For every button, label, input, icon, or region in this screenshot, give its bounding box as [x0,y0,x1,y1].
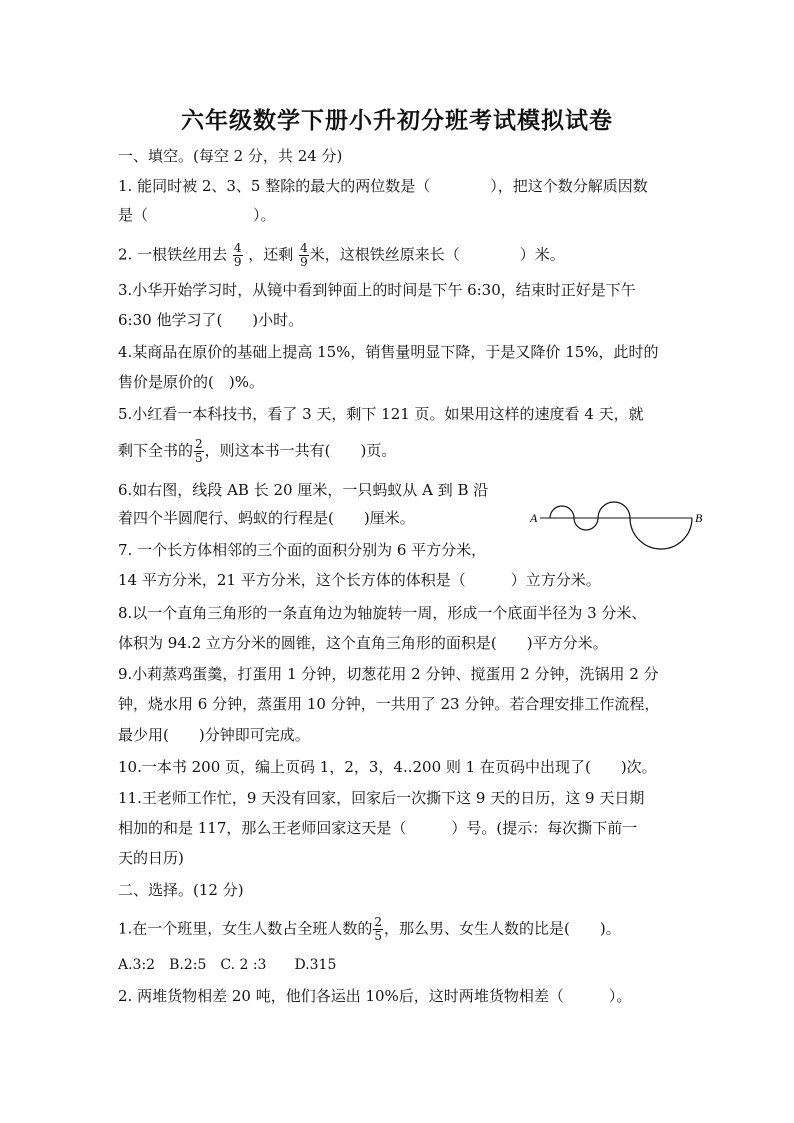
question-6-line-2: 着四个半圆爬行、蚂蚁的行程是( )厘米。 [118,509,415,527]
fraction-numerator: 2 [374,915,382,929]
question-6-line-1: 6.如右图，线段 AB 长 20 厘米，一只蚂蚁从 A 到 B 沿 [118,481,489,499]
question-2-text-c: 米，这根铁丝原来长（ ）米。 [309,245,565,264]
choice-1-text-a: 1.在一个班里，女生人数占全班人数的 [118,919,373,938]
question-7-line-2: 14 平方分米，21 平方分米，这个长方体的体积是（ ）立方分米。 [118,571,601,589]
choice-1-text-b: ，那么男、女生人数的比是( )。 [383,919,621,938]
question-11-line-1: 11.王老师工作忙，9 天没有回家，回家后一次撕下这 9 天的日历，这 9 天日期 [118,789,645,807]
question-1-line-2: 是（ ）。 [118,206,276,224]
question-9-line-3: 最少用( )分钟即可完成。 [118,726,310,744]
section-heading-fill: 一、填空。(每空 2 分，共 24 分) [118,147,343,165]
question-4-line-2: 售价是原价的( )%。 [118,373,264,391]
question-5-text-b: ，则这本书一共有( )页。 [204,441,397,460]
choice-1 [118,915,621,943]
question-2 [118,241,565,269]
fraction [373,916,383,943]
question-7-line-1: 7. 一个长方体相邻的三个面的面积分别为 6 平方分米， [118,541,487,559]
fraction-numerator: 4 [233,241,242,255]
fraction-denominator: 9 [233,255,242,269]
section-heading-choice: 二、选择。(12 分) [118,881,244,899]
question-1-line-1: 1. 能同时被 2、3、5 整除的最大的两位数是（ ），把这个数分解质因数 [118,177,648,195]
choice-1-options: A.3:2 B.2:5 C. 2 :3 D.315 [118,957,337,973]
question-4-line-1: 4.某商品在原价的基础上提高 15%，销售量明显下降，于是又降价 15%，此时的 [118,343,659,361]
fraction [233,242,243,269]
question-3-line-1: 3.小华开始学习时，从镜中看到钟面上的时间是下午 6:30，结束时正好是下午 [118,281,636,299]
fraction-numerator: 4 [300,241,308,255]
question-5-text-a: 剩下全书的 [118,441,194,460]
question-8-line-1: 8.以一个直角三角形的一条直角边为轴旋转一周，形成一个底面半径为 3 分米、 [118,604,647,622]
question-9-line-1: 9.小莉蒸鸡蛋羹，打蛋用 1 分钟，切葱花用 2 分钟、搅蛋用 2 分钟，洗锅用 2 分 [118,665,659,683]
fraction [299,242,309,269]
semicircle-path-figure [528,490,708,550]
question-11-line-2: 相加的和是 117，那么王老师回家这天是（ ）号。(提示：每次撕下前一 [118,819,638,837]
point-b-label: B [695,511,703,525]
question-5-line-1: 5.小红看一本科技书，看了 3 天，剩下 121 页。如果用这样的速度看 4 天，就 [118,405,644,423]
question-9-line-2: 钟，烧水用 6 分钟，蒸蛋用 10 分钟，一共用了 23 分钟。若合理安排工作流程， [118,695,660,713]
fraction-denominator: 5 [374,929,382,943]
question-10: 10.一本书 200 页，编上页码 1，2，3，4..200 则 1 在页码中出现了( )次。 [118,758,657,776]
page-title: 六年级数学下册小升初分班考试模拟试卷 [181,107,613,134]
semicircle-path [550,502,692,549]
question-5-line-2 [118,437,397,465]
fraction [194,438,204,465]
fraction-denominator: 9 [300,255,308,269]
question-2-text-a: 2. 一根铁丝用去 [118,245,228,264]
fraction-numerator: 2 [195,437,203,451]
choice-2: 2. 两堆货物相差 20 吨，他们各运出 10%后，这时两堆货物相差（ ）。 [118,987,632,1005]
question-11-line-3: 天的日历) [118,849,184,867]
point-a-label: A [530,511,538,525]
question-3-line-2: 6:30 他学习了( )小时。 [118,311,304,329]
fraction-denominator: 5 [195,451,203,465]
question-2-text-b: ，还剩 [248,245,294,264]
question-8-line-2: 体积为 94.2 立方分米的圆锥，这个直角三角形的面积是( )平方分米。 [118,634,608,652]
